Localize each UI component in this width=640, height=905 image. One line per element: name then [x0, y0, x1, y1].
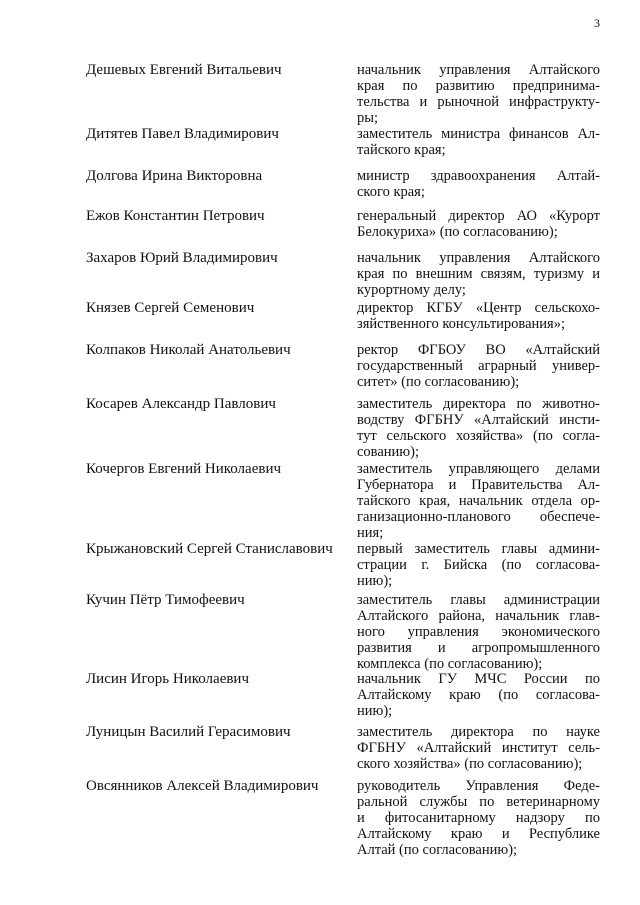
role-line: нию); — [357, 703, 393, 719]
role-line: комплекса (по согласованию); — [357, 656, 543, 672]
member-name: Дешевых Евгений Витальевич — [86, 62, 282, 78]
role-line: начальник ГУ МЧС России по — [357, 671, 600, 687]
member-role — [357, 250, 600, 298]
role-line: начальник управления Алтайского — [357, 62, 600, 78]
role-line: тельства и рыночной инфраструкту- — [357, 94, 600, 110]
role-line: Алтайскому краю (по согласова- — [357, 687, 600, 703]
member-name: Князев Сергей Семенович — [86, 300, 255, 316]
role-line: министр здравоохранения Алтай- — [357, 168, 600, 184]
member-name: Косарев Александр Павлович — [86, 396, 276, 412]
role-line: ситет» (по согласованию); — [357, 374, 520, 390]
role-line: ры; — [357, 110, 379, 126]
role-line: зяйственного консультирования»; — [357, 316, 565, 332]
member-role — [357, 342, 600, 390]
role-line: Алтай (по согласованию); — [357, 842, 518, 858]
member-name: Кучин Пётр Тимофеевич — [86, 592, 245, 608]
member-role — [357, 541, 600, 589]
role-line: курортному делу; — [357, 282, 466, 298]
role-line: ния; — [357, 525, 384, 541]
member-role — [357, 396, 600, 460]
member-role — [357, 461, 600, 541]
role-line: и фитосанитарному надзору по — [357, 810, 600, 826]
role-line: директор КГБУ «Центр сельскохо- — [357, 300, 600, 316]
role-line: заместитель главы администрации — [357, 592, 600, 608]
role-line: тут сельского хозяйства» (по согла- — [357, 428, 600, 444]
role-line: страции г. Бийска (по согласова- — [357, 557, 600, 573]
role-line: ганизационно-планового обеспече- — [357, 509, 600, 525]
member-name: Долгова Ирина Викторовна — [86, 168, 263, 184]
member-role — [357, 671, 600, 719]
role-line: заместитель управляющего делами — [357, 461, 600, 477]
role-line: края по развитию предпринима- — [357, 78, 600, 94]
role-line: ФГБНУ «Алтайский институт сель- — [357, 740, 600, 756]
member-name: Луницын Василий Герасимович — [86, 724, 291, 740]
role-line: первый заместитель главы админи- — [357, 541, 600, 557]
role-line: тайского края, начальник отдела ор- — [357, 493, 600, 509]
member-role — [357, 62, 600, 126]
member-name: Кочергов Евгений Николаевич — [86, 461, 282, 477]
member-name: Дитятев Павел Владимирович — [86, 126, 279, 142]
member-name: Ежов Константин Петрович — [86, 208, 265, 224]
member-role — [357, 592, 600, 672]
member-role — [357, 300, 600, 332]
member-role — [357, 778, 600, 858]
role-line: Губернатора и Правительства Ал- — [357, 477, 600, 493]
role-line: ректор ФГБОУ ВО «Алтайский — [357, 342, 600, 358]
role-line: заместитель директора по науке — [357, 724, 600, 740]
role-line: генеральный директор АО «Курорт — [357, 208, 600, 224]
role-line: начальник управления Алтайского — [357, 250, 600, 266]
role-line: края по внешним связям, туризму и — [357, 266, 600, 282]
role-line: ского хозяйства» (по согласованию); — [357, 756, 583, 772]
member-role — [357, 168, 600, 200]
role-line: ного управления экономического — [357, 624, 600, 640]
member-name: Захаров Юрий Владимирович — [86, 250, 278, 266]
role-line: руководитель Управления Феде- — [357, 778, 600, 794]
member-role — [357, 126, 600, 158]
role-line: ского края; — [357, 184, 425, 200]
role-line: заместитель министра финансов Ал- — [357, 126, 600, 142]
role-line: государственный аграрный универ- — [357, 358, 600, 374]
member-name: Крыжановский Сергей Станиславович — [86, 541, 333, 557]
role-line: нию); — [357, 573, 393, 589]
role-line: ральной службы по ветеринарному — [357, 794, 600, 810]
member-name: Колпаков Николай Анатольевич — [86, 342, 291, 358]
role-line: водству ФГБНУ «Алтайский инсти- — [357, 412, 600, 428]
page-number: 3 — [594, 16, 600, 30]
member-role — [357, 208, 600, 240]
member-name: Лисин Игорь Николаевич — [86, 671, 250, 687]
role-line: развития и агропромышленного — [357, 640, 600, 656]
role-line: заместитель директора по животно- — [357, 396, 600, 412]
role-line: сованию); — [357, 444, 419, 460]
role-line: Алтайского района, начальник глав- — [357, 608, 600, 624]
role-line: Алтайскому краю и Республике — [357, 826, 600, 842]
member-name: Овсянников Алексей Владимирович — [86, 778, 319, 794]
member-role — [357, 724, 600, 772]
role-line: Белокуриха» (по согласованию); — [357, 224, 558, 240]
role-line: тайского края; — [357, 142, 446, 158]
